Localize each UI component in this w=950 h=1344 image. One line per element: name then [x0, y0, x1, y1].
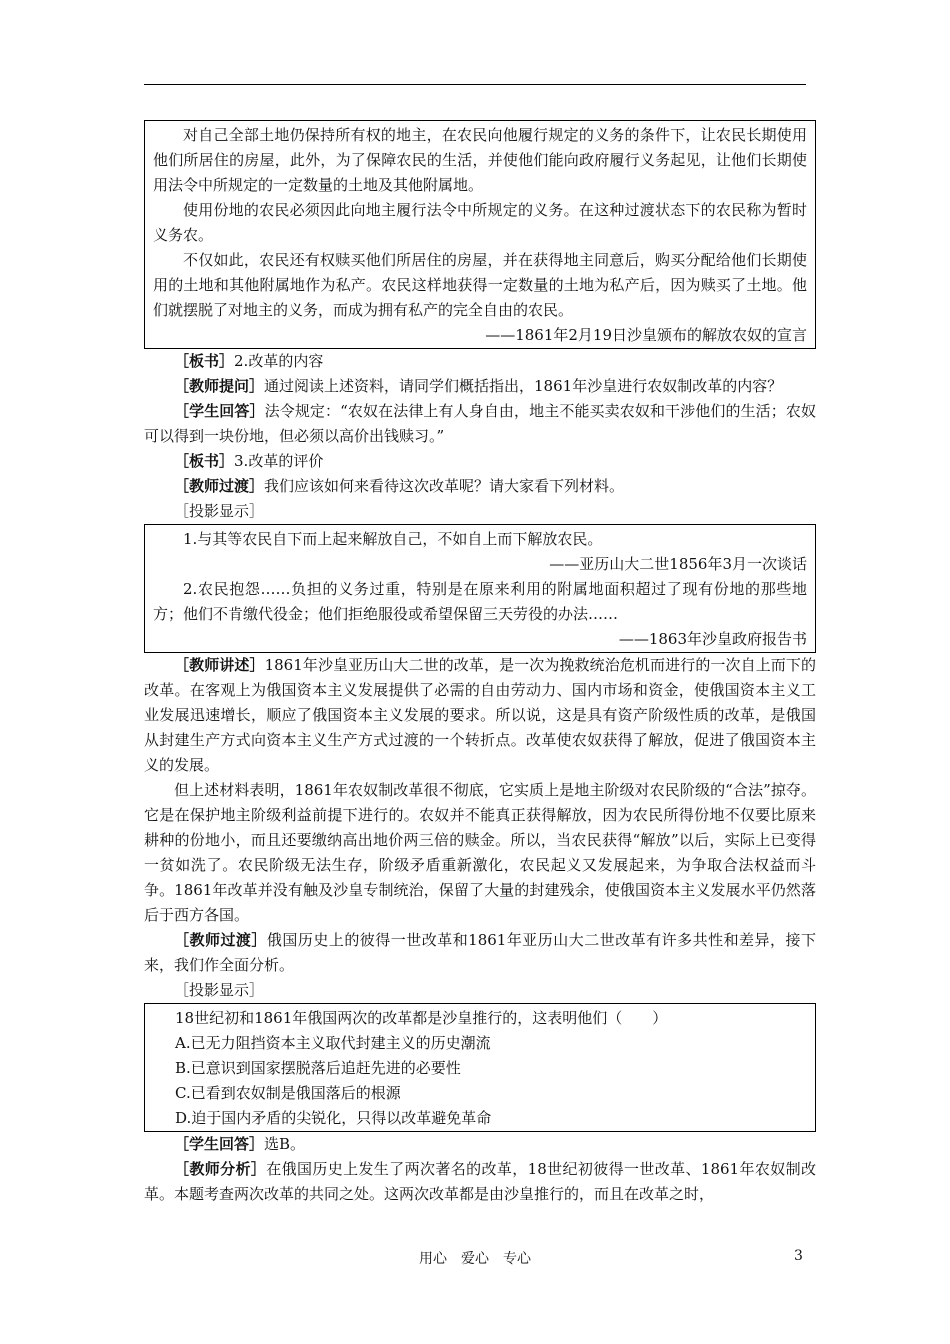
student-answer [144, 399, 816, 449]
header-rule [144, 84, 806, 85]
section-tag: ［教师分析］ [174, 1160, 267, 1178]
page-number: 3 [794, 1248, 803, 1264]
source-citation: ——1863年沙皇政府报告书 [618, 630, 807, 648]
text: 俄国历史上的彼得一世改革和1861年亚历山大二世改革有许多共性和差异，接下来，我们作全面分析。 [144, 931, 816, 974]
paragraph: 使用份地的农民必须因此向地主履行法令中所规定的义务。在这种过渡状态下的农民称为暂时义务农。 [153, 201, 807, 244]
section-tag: ［教师过渡］ [174, 477, 265, 495]
board-heading [144, 349, 816, 374]
text: 2.改革的内容 [234, 352, 324, 370]
teacher-narration [144, 653, 816, 778]
source-citation: ——1861年2月19日沙皇颁布的解放农奴的宣言 [485, 326, 807, 344]
text: 3.改革的评价 [234, 452, 324, 470]
teacher-transition [144, 474, 816, 499]
student-answer [144, 1132, 816, 1157]
text: 通过阅读上述资料，请同学们概括指出，1861年沙皇进行农奴制改革的内容？ [264, 377, 783, 395]
section-tag: ［教师讲述］ [174, 656, 265, 674]
section-tag: ［板书］ [174, 352, 235, 370]
page-content [144, 120, 816, 1207]
source-citation: ——亚历山大二世1856年3月一次谈话 [549, 555, 807, 573]
quote-box-manifesto [144, 120, 816, 349]
board-heading [144, 449, 816, 474]
paragraph: 但上述材料表明，1861年农奴制改革很不彻底，它实质上是地主阶级对农民阶级的“合法”掠夺。它是在保护地主阶级利益前提下进行的。农奴并不能真正获得解放，因为农民所得份地不仅要比原来耕种的份地小，而且还要缴纳高出地价两三倍的赎金。所以，当农民获得“解放”以后，实际上已变得一贫如洗了。农民阶级无法生存，阶级矛盾重新激化，农民起义又发展起来，为争取合法权益而斗争。1861年改革并没有触及沙皇专制统治，保留了大量的封建残余，使俄国资本主义发展水平仍然落后于西方各国。 [144, 781, 816, 924]
text: 1861年沙皇亚历山大二世的改革，是一次为挽救统治危机而进行的一次自上而下的改革。在客观上为俄国资本主义发展提供了必需的自由劳动力、国内市场和资金，使俄国资本主义工业发展迅速增长，顺应了俄国资本主义发展的要求。所以说，这是具有资产阶级性质的改革，是俄国从封建生产方式向资本主义生产方式过渡的一个转折点。改革使农奴获得了解放，促进了俄国资本主义的发展。 [144, 656, 816, 774]
option-b: B.已意识到国家摆脱落后追赶先进的必要性 [175, 1059, 461, 1077]
section-tag: ［教师提问］ [174, 377, 265, 395]
text: 法令规定：“农奴在法律上有人身自由，地主不能买卖农奴和干涉他们的生活；农奴可以得到一块份地，但必须以高价出钱赎习。” [144, 402, 816, 445]
section-tag: ［板书］ [174, 452, 235, 470]
option-c: C.已看到农奴制是俄国落后的根源 [175, 1084, 401, 1102]
projection-label: ［投影显示］ [174, 502, 265, 520]
text: 在俄国历史上发生了两次著名的改革，18世纪初彼得一世改革、1861年农奴制改革。本题考查两次改革的共同之处。这两次改革都是由沙皇推行的，而且在改革之时， [144, 1160, 816, 1203]
question-box [144, 1003, 816, 1132]
option-d: D.迫于国内矛盾的尖锐化，只得以改革避免革命 [175, 1109, 492, 1127]
projection-label: ［投影显示］ [174, 981, 265, 999]
paragraph: 不仅如此，农民还有权赎买他们所居住的房屋，并在获得地主同意后，购买分配给他们长期使用的土地和其他附属地作为私产。农民这样地获得一定数量的土地为私产后，因为赎买了土地。他们就摆脱了对地主的义务，而成为拥有私产的完全自由的农民。 [153, 251, 807, 319]
footer-motto: 用心 爱心 专心 [419, 1251, 531, 1267]
paragraph: 对自己全部土地仍保持所有权的地主，在农民向他履行规定的义务的条件下，让农民长期使用他们所居住的房屋，此外，为了保障农民的生活，并使他们能向政府履行义务起见，让他们长期使用法令中所规定的一定数量的土地及其他附属地。 [153, 126, 807, 194]
section-tag: ［教师过渡］ [174, 931, 267, 949]
teacher-analysis [144, 1157, 816, 1207]
teacher-question [144, 374, 816, 399]
quote: 2.农民抱怨……负担的义务过重，特别是在原来利用的附属地面积超过了现有份地的那些地方；他们不肯缴代役金；他们拒绝服役或希望保留三天劳役的办法…… [153, 580, 807, 623]
section-tag: ［学生回答］ [174, 402, 265, 420]
option-a: A.已无力阻挡资本主义取代封建主义的历史潮流 [175, 1034, 491, 1052]
question-stem: 18世纪初和1861年俄国两次的改革都是沙皇推行的，这表明他们（ ） [175, 1009, 668, 1027]
text: 选B。 [264, 1135, 306, 1153]
teacher-transition [144, 928, 816, 978]
quote: 1.与其等农民自下而上起来解放自己，不如自上而下解放农民。 [183, 530, 603, 548]
quote-box-materials [144, 524, 816, 653]
section-tag: ［学生回答］ [174, 1135, 265, 1153]
text: 我们应该如何来看待这次改革呢？请大家看下列材料。 [264, 477, 625, 495]
